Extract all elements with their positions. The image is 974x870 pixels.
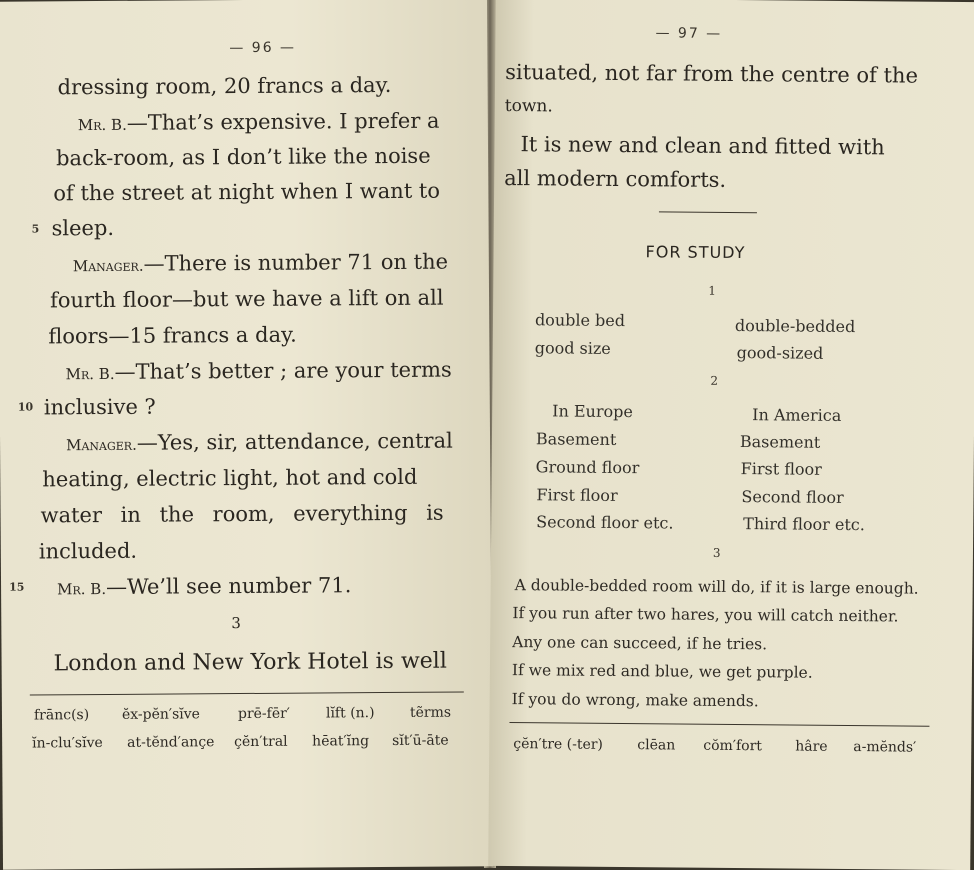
text-line: fourth floor—but we have a lift on all	[49, 285, 444, 313]
page-number: — 97 —	[655, 25, 723, 42]
example-sentence: If we mix red and blue, we get purple.	[511, 661, 813, 682]
text-line: floors—15 francs a day.	[48, 322, 297, 349]
text-line: heating, electric light, hot and cold	[42, 464, 418, 492]
study-term: Ground floor	[535, 457, 640, 478]
study-term: Second floor etc.	[536, 512, 674, 533]
example-sentence: Any one can succeed, if he tries.	[512, 633, 768, 654]
study-term: Basement	[535, 429, 617, 449]
text-line: town.	[504, 95, 553, 117]
study-term: First floor	[740, 459, 822, 479]
section-number: 3	[231, 614, 241, 633]
text-line: water in the room, everything is	[40, 500, 444, 528]
text-line: of the street at night when I want to	[53, 178, 441, 206]
right-page	[488, 0, 974, 870]
glossary-word: a-mĕnds′	[853, 739, 917, 756]
glossary-divider	[509, 722, 929, 727]
glossary-word: cŏm′fort	[703, 737, 763, 755]
glossary-word: frānc(s)	[33, 707, 90, 724]
glossary-word: hēat′ĭng	[312, 733, 370, 750]
exercise-number: 2	[710, 373, 719, 388]
glossary-word: ĭn-clu′sĭve	[32, 735, 103, 752]
section-heading-line: London and New York Hotel is well	[53, 648, 447, 677]
line-number: 15	[9, 580, 25, 594]
exercise-number: 3	[712, 545, 721, 560]
study-term: First floor	[536, 485, 618, 505]
speaker-label: Manager.	[66, 435, 137, 455]
dialogue-line: Manager.—There is number 71 on the	[72, 249, 449, 276]
glossary-word: lĭft (n.)	[325, 705, 375, 722]
example-sentence: If you do wrong, make amends.	[511, 690, 759, 711]
text-line: all modern comforts.	[504, 165, 727, 192]
speaker-label: Mr. B.	[65, 364, 115, 384]
text-line: included.	[38, 538, 138, 564]
dialogue-line: Mr. B.—That’s better ; are your terms	[65, 357, 452, 384]
glossary-word: at-tĕnd′ançe	[127, 734, 215, 751]
dialogue-line: Manager.—Yes, sir, attendance, central	[66, 428, 453, 455]
section-divider	[659, 211, 757, 213]
glossary-word: clēan	[637, 737, 676, 754]
study-term: double-bedded	[734, 316, 856, 337]
text-line: It is new and clean and fitted with	[520, 132, 885, 160]
example-sentence: A double-bedded room will do, if it is large enough.	[514, 576, 919, 598]
dialogue-line: Mr. B.—We’ll see number 71.	[57, 573, 352, 599]
study-term: good-sized	[736, 343, 824, 363]
line-number: 10	[17, 400, 34, 414]
speaker-label: Mr. B.	[77, 115, 127, 135]
study-term: Second floor	[741, 487, 844, 507]
text-line: sleep.	[51, 215, 115, 241]
line-number: 5	[31, 222, 40, 236]
text-line: back-room, as I don’t like the noise	[55, 143, 431, 171]
speaker-label: Mr. B.	[57, 579, 107, 599]
text-line: dressing room, 20 francs a day.	[57, 72, 392, 100]
page-number: — 96 —	[229, 39, 297, 57]
text-line: situated, not far from the centre of the	[505, 59, 919, 88]
glossary-word: sĭt′ū-āte	[392, 732, 449, 749]
column-header: In America	[752, 405, 842, 425]
glossary-word: hâre	[795, 738, 828, 755]
study-term: double bed	[534, 310, 626, 331]
glossary-word: ĕx-pĕn′sĭve	[121, 706, 200, 723]
study-term: good size	[534, 338, 611, 358]
example-sentence: If you run after two hares, you will catch neither.	[512, 604, 899, 626]
glossary-word: prē-fēr′	[237, 705, 291, 723]
glossary-word: çĕn′tral	[234, 733, 288, 751]
section-heading: FOR STUDY	[645, 242, 746, 263]
glossary-word: çĕn′tre (-ter)	[513, 736, 603, 753]
study-term: Third floor etc.	[743, 514, 865, 535]
text-line: inclusive ?	[43, 394, 156, 420]
column-header: In Europe	[552, 401, 633, 422]
exercise-number: 1	[708, 283, 716, 298]
dialogue-line: Mr. B.—That’s expensive. I prefer a	[77, 108, 440, 135]
glossary-divider	[30, 691, 464, 695]
glossary-word: tẽrms	[409, 704, 452, 721]
speaker-label: Manager.	[72, 256, 144, 276]
study-term: Basement	[739, 432, 821, 452]
